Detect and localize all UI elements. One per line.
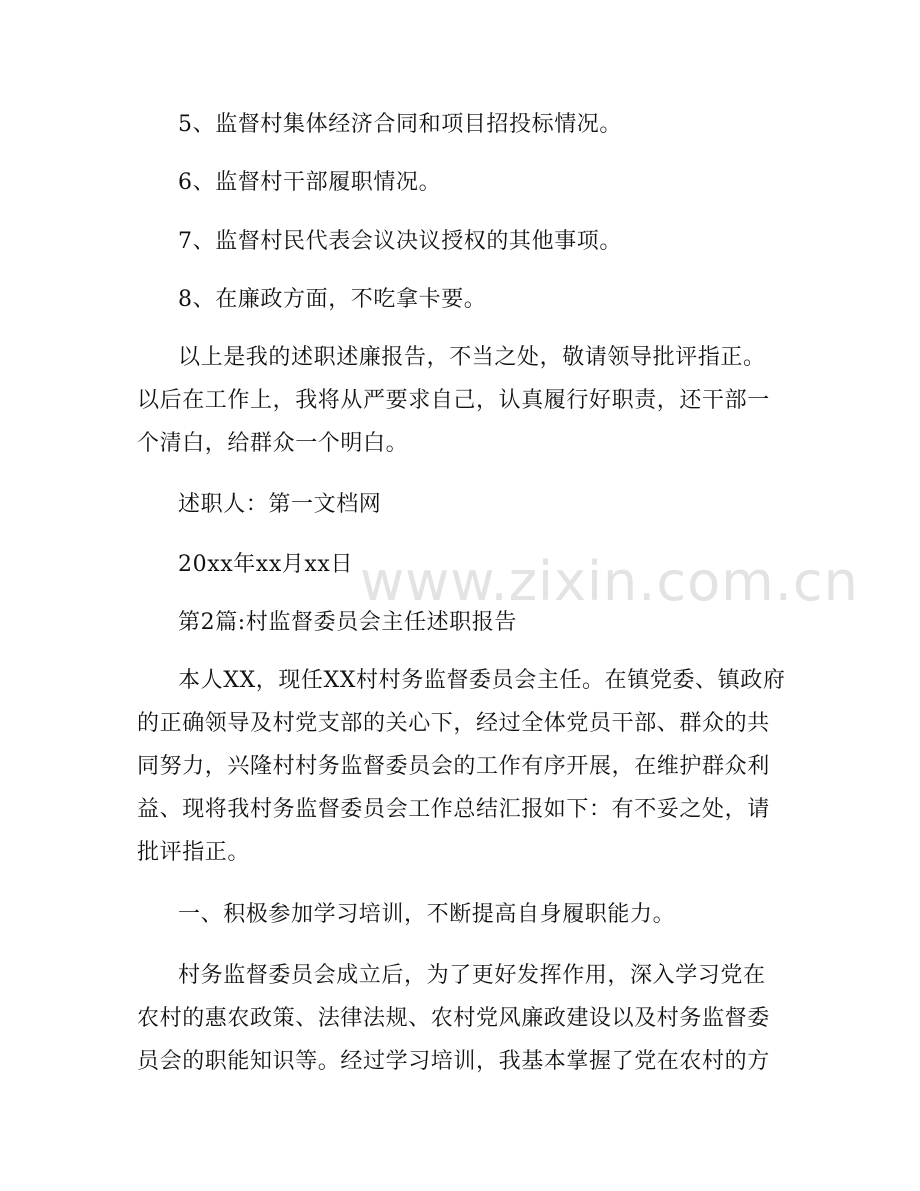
article-title: 第2篇:村监督委员会主任述职报告 [178, 610, 518, 635]
intro-line-3: 同努力，兴隆村村务监督委员会的工作有序开展，在维护群众利 [137, 754, 770, 779]
section1-heading: 一、积极参加学习培训，不断提高自身履职能力。 [178, 902, 676, 927]
intro-line-5: 批评指正。 [137, 840, 251, 865]
closing-line-2: 以后在工作上，我将从严要求自己，认真履行好职责，还干部一 [137, 388, 770, 413]
closing-line-1: 以上是我的述职述廉报告，不当之处，敬请领导批评指正。 [178, 345, 766, 370]
watermark: www.zixin.com.cn [360, 550, 859, 613]
closing-line-3: 个清白，给群众一个明白。 [137, 431, 409, 456]
date: 20xx年xx月xx日 [178, 552, 354, 577]
intro-line-1: 本人XX，现任XX村村务监督委员会主任。在镇党委、镇政府 [178, 668, 786, 693]
item-7: 7、监督村民代表会议决议授权的其他事项。 [178, 229, 622, 254]
item-8: 8、在廉政方面，不吃拿卡要。 [178, 287, 487, 312]
item-5: 5、监督村集体经济合同和项目招投标情况。 [178, 112, 622, 137]
signature: 述职人：第一文档网 [178, 492, 382, 517]
intro-line-2: 的正确领导及村党支部的关心下，经过全体党员干部、群众的共 [137, 711, 770, 736]
section1-line-1: 村务监督委员会成立后，为了更好发挥作用，深入学习党在 [178, 963, 766, 988]
section1-line-3: 员会的职能知识等。经过学习培训，我基本掌握了党在农村的方 [137, 1049, 770, 1074]
item-6: 6、监督村干部履职情况。 [178, 170, 442, 195]
section1-line-2: 农村的惠农政策、法律法规、农村党风廉政建设以及村务监督委 [137, 1006, 770, 1031]
intro-line-4: 益、现将我村务监督委员会工作总结汇报如下：有不妥之处，请 [137, 797, 770, 822]
